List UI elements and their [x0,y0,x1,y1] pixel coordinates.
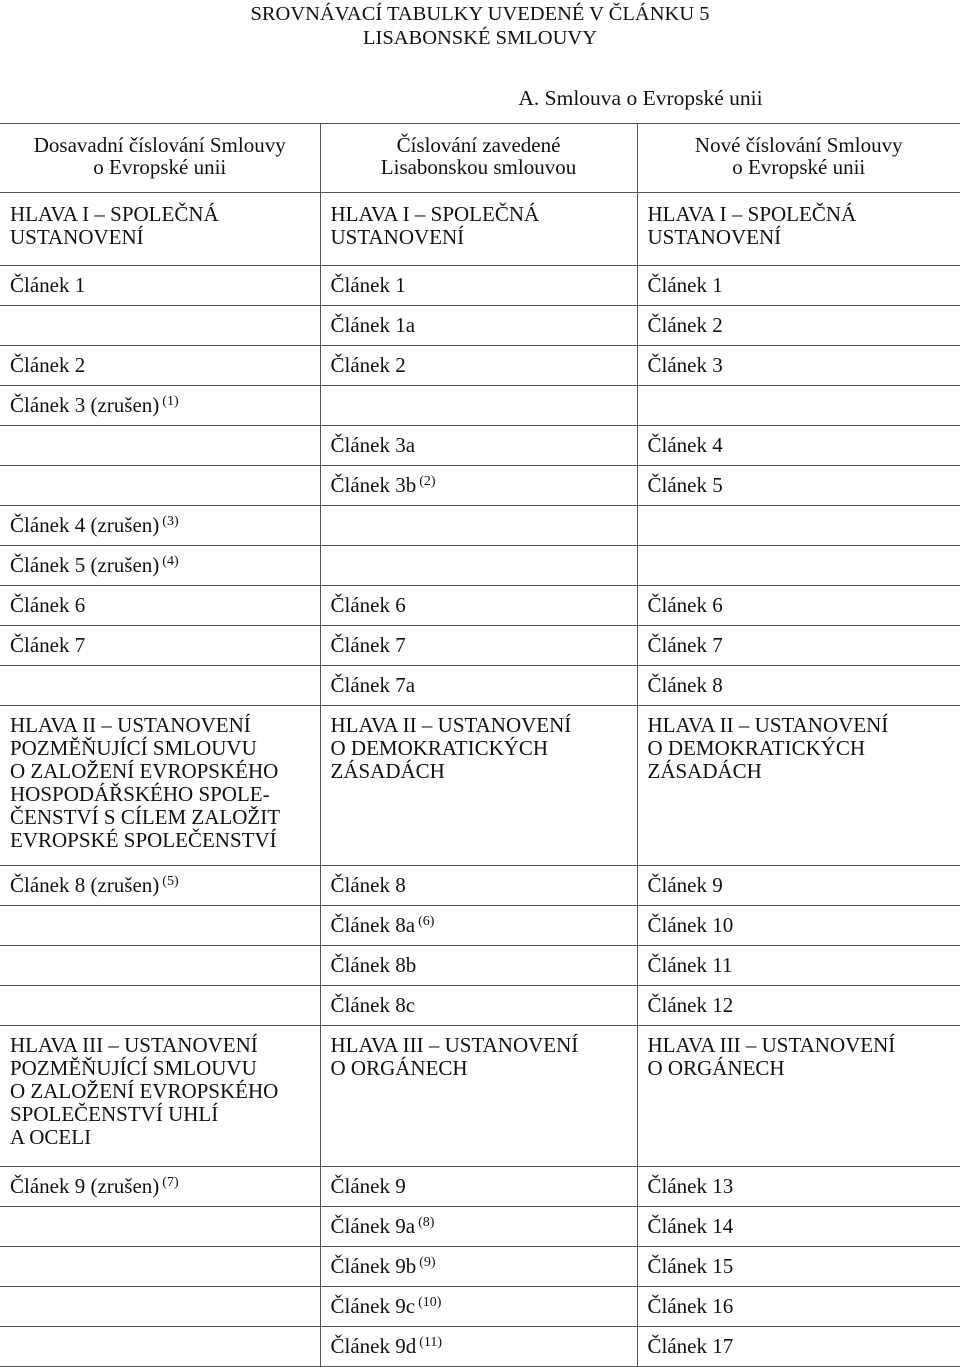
chapter-cell [320,706,637,866]
document-title [0,2,960,50]
article-label: Článek 8c [330,993,416,1017]
lisbon-article-cell [320,426,637,466]
table-row [0,466,960,506]
new-article-cell [637,426,960,466]
old-article-cell [0,1327,320,1367]
new-article-cell [637,466,960,506]
table-row [0,546,960,586]
title-line-2: LISABONSKÉ SMLOUVY [362,27,598,49]
new-article-cell [637,506,960,546]
article-label: Článek 3a [330,433,416,457]
chapter-cell [0,1026,320,1167]
table-row [0,946,960,986]
old-article-cell [0,1247,320,1287]
article-label: Článek 5 (zrušen) [10,553,160,577]
lisbon-article-cell [320,906,637,946]
table-row [0,1207,960,1247]
article-label: Článek 1 [10,273,86,297]
lisbon-article-cell [320,386,637,426]
lisbon-article-cell [320,466,637,506]
new-article-cell [637,666,960,706]
table-row [0,306,960,346]
chapter-heading-line: HLAVA I – SPOLEČNÁ [330,202,540,226]
article-label: Článek 17 [647,1334,734,1358]
new-article-cell [637,946,960,986]
lisbon-article-cell [320,586,637,626]
table-row [0,1327,960,1367]
table-row [0,506,960,546]
old-article-cell [0,426,320,466]
chapter-heading-line: HLAVA I – SPOLEČNÁ [10,202,219,226]
footnote-ref: (4) [162,554,179,569]
article-label: Článek 10 [647,913,734,937]
chapter-heading-line: O ZALOŽENÍ EVROPSKÉHO [10,759,279,783]
article-label: Článek 6 [330,593,406,617]
chapter-heading-line: USTANOVENÍ [330,225,465,249]
new-article-cell [637,1207,960,1247]
table-row [0,626,960,666]
article-label: Článek 9 (zrušen) [10,1174,160,1198]
chapter-cell [637,1026,960,1167]
header-old-numbering: Dosavadní číslování Smlouvy o Evropské unii [0,124,320,193]
chapter-heading-line: HLAVA II – USTANOVENÍ [647,713,889,737]
header-new-numbering: Nové číslování Smlouvy o Evropské unii [637,124,960,193]
section-subtitle: A. Smlouva o Evropské unii [518,86,763,110]
old-article-cell [0,906,320,946]
lisbon-article-cell [320,1287,637,1327]
new-article-cell [637,586,960,626]
old-article-cell [0,546,320,586]
old-article-cell [0,266,320,306]
article-label: Článek 6 [10,593,86,617]
old-article-cell [0,386,320,426]
article-label: Článek 4 (zrušen) [10,513,160,537]
chapter-cell [637,706,960,866]
old-article-cell [0,1287,320,1327]
new-article-cell [637,986,960,1026]
table-row [0,1247,960,1287]
chapter-row-3 [0,1026,960,1167]
article-label: Článek 1a [330,313,416,337]
article-label: Článek 7a [330,673,416,697]
article-label: Článek 7 [647,633,723,657]
article-label: Článek 13 [647,1174,734,1198]
table-row [0,586,960,626]
new-article-cell [637,866,960,906]
chapter-cell [637,193,960,266]
new-article-cell [637,306,960,346]
old-article-cell [0,466,320,506]
old-article-cell [0,866,320,906]
chapter-heading-line: ZÁSADÁCH [647,759,762,783]
lisbon-article-cell [320,986,637,1026]
article-label: Článek 9a [330,1214,416,1238]
chapter-heading-line: POZMĚŇUJÍCÍ SMLOUVU [10,736,257,760]
article-label: Článek 9d [330,1334,417,1358]
article-label: Článek 5 [647,473,723,497]
new-article-cell [637,346,960,386]
chapter-heading-line: ČENSTVÍ S CÍLEM ZALOŽIT [10,805,281,829]
table-row [0,906,960,946]
article-label: Článek 3b [330,473,417,497]
lisbon-article-cell [320,506,637,546]
header-lisbon-numbering: Číslování zavedené Lisabonskou smlouvou [320,124,637,193]
old-article-cell [0,1167,320,1207]
chapter-heading-line: O ZALOŽENÍ EVROPSKÉHO [10,1079,279,1103]
article-label: Článek 8 [647,673,723,697]
chapter-cell [320,1026,637,1167]
footnote-ref: (5) [162,874,179,889]
table-row [0,986,960,1026]
article-label: Článek 8 (zrušen) [10,873,160,897]
lisbon-article-cell [320,546,637,586]
footnote-ref: (1) [162,394,179,409]
chapter-heading-line: HOSPODÁŘSKÉHO SPOLE- [10,782,270,806]
lisbon-article-cell [320,306,637,346]
footnote-ref: (11) [419,1335,443,1350]
footnote-ref: (2) [419,474,436,489]
chapter-heading-line: HLAVA II – USTANOVENÍ [330,713,572,737]
article-label: Článek 1 [330,273,406,297]
chapter-heading-line: ZÁSADÁCH [330,759,445,783]
footnote-ref: (10) [418,1295,442,1310]
lisbon-article-cell [320,266,637,306]
chapter-heading-line: SPOLEČENSTVÍ UHLÍ [10,1102,219,1126]
title-line-1: SROVNÁVACÍ TABULKY UVEDENÉ V ČLÁNKU 5 [250,3,710,25]
new-article-cell [637,626,960,666]
table-row [0,266,960,306]
article-label: Článek 2 [10,353,86,377]
chapter-heading-line: O ORGÁNECH [647,1056,785,1080]
header-row [0,124,960,193]
old-article-cell [0,306,320,346]
lisbon-article-cell [320,666,637,706]
lisbon-article-cell [320,1207,637,1247]
old-article-cell [0,586,320,626]
article-label: Článek 3 [647,353,723,377]
table-row [0,386,960,426]
lisbon-article-cell [320,946,637,986]
chapter-heading-line: A OCELI [10,1125,92,1149]
article-label: Článek 2 [330,353,406,377]
lisbon-article-cell [320,866,637,906]
old-article-cell [0,986,320,1026]
lisbon-article-cell [320,626,637,666]
article-label: Článek 7 [330,633,406,657]
chapter-heading-line: USTANOVENÍ [647,225,782,249]
footnote-ref: (8) [418,1215,435,1230]
old-article-cell [0,946,320,986]
new-article-cell [637,266,960,306]
chapter-cell [0,193,320,266]
table-row [0,666,960,706]
old-article-cell [0,1207,320,1247]
lisbon-article-cell [320,1247,637,1287]
chapter-cell [320,193,637,266]
article-label: Článek 11 [647,953,733,977]
article-label: Článek 9c [330,1294,416,1318]
new-article-cell [637,386,960,426]
footnote-ref: (6) [418,914,435,929]
new-article-cell [637,1327,960,1367]
correlation-table [0,123,960,1367]
table-row [0,1167,960,1207]
chapter-heading-line: HLAVA II – USTANOVENÍ [10,713,251,737]
footnote-ref: (9) [419,1255,436,1270]
article-label: Článek 12 [647,993,734,1017]
chapter-heading-line: HLAVA III – USTANOVENÍ [10,1033,258,1057]
article-label: Článek 9 [330,1174,406,1198]
chapter-heading-line: HLAVA I – SPOLEČNÁ [647,202,857,226]
old-article-cell [0,506,320,546]
article-label: Článek 6 [647,593,723,617]
lisbon-article-cell [320,1167,637,1207]
article-label: Článek 1 [647,273,723,297]
table-row [0,426,960,466]
new-article-cell [637,546,960,586]
article-label: Článek 9b [330,1254,417,1278]
article-label: Článek 3 (zrušen) [10,393,160,417]
new-article-cell [637,1247,960,1287]
chapter-row-2 [0,706,960,866]
old-article-cell [0,346,320,386]
chapter-heading-line: HLAVA III – USTANOVENÍ [330,1033,579,1057]
chapter-heading-line: O ORGÁNECH [330,1056,468,1080]
lisbon-article-cell [320,1327,637,1367]
footnote-ref: (3) [162,514,179,529]
article-label: Článek 8b [330,953,417,977]
lisbon-article-cell [320,346,637,386]
article-label: Článek 4 [647,433,723,457]
article-label: Článek 16 [647,1294,734,1318]
article-label: Článek 8a [330,913,416,937]
table-row [0,1287,960,1327]
article-label: Článek 8 [330,873,406,897]
new-article-cell [637,906,960,946]
new-article-cell [637,1167,960,1207]
footnote-ref: (7) [162,1175,179,1190]
article-label: Článek 2 [647,313,723,337]
old-article-cell [0,626,320,666]
chapter-heading-line: EVROPSKÉ SPOLEČENSTVÍ [10,828,277,852]
chapter-heading-line: USTANOVENÍ [10,225,144,249]
table-row [0,346,960,386]
chapter-heading-line: POZMĚŇUJÍCÍ SMLOUVU [10,1056,257,1080]
correlation-table-body [0,124,960,1367]
chapter-heading-line: HLAVA III – USTANOVENÍ [647,1033,896,1057]
article-label: Článek 9 [647,873,723,897]
article-label: Článek 14 [647,1214,734,1238]
chapter-heading-line: O DEMOKRATICKÝCH [330,736,549,760]
chapter-heading-line: O DEMOKRATICKÝCH [647,736,866,760]
article-label: Článek 15 [647,1254,734,1278]
table-row [0,866,960,906]
old-article-cell [0,666,320,706]
new-article-cell [637,1287,960,1327]
chapter-cell [0,706,320,866]
chapter-row-1 [0,193,960,266]
article-label: Článek 7 [10,633,86,657]
